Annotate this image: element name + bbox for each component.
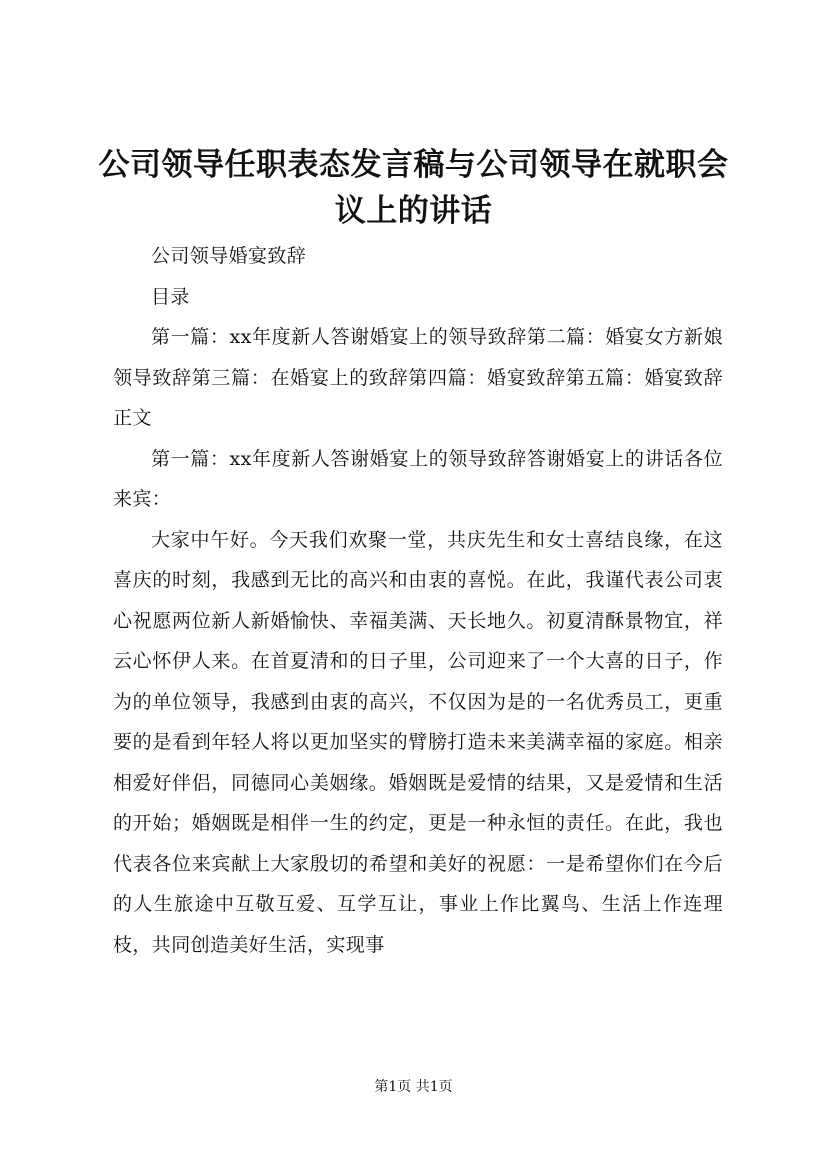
toc-heading: 目录 <box>151 285 190 308</box>
document-body <box>113 236 723 965</box>
toc-paragraph: 第一篇：xx年度新人答谢婚宴上的领导致辞第二篇：婚宴女方新娘领导致辞第三篇：在婚宴上的致辞第四篇：婚宴致辞第五篇：婚宴致辞正文 <box>113 326 723 429</box>
page-footer: 第1页 共1页 <box>374 1079 453 1095</box>
document-title: 公司领导任职表态发言稿与公司领导在就职会议上的讲话 <box>98 147 729 229</box>
subtitle-paragraph: 公司领导婚宴致辞 <box>151 245 307 267</box>
speech-paragraph: 大家中午好。今天我们欢聚一堂，共庆先生和女士喜结良缘，在这喜庆的时刻，我感到无比的高兴和由衷的喜悦。在此，我谨代表公司衷心祝愿两位新人新婚愉快、幸福美满、天长地久。初夏清酥景物宜，祥云心怀伊人来。在首夏清和的日子里，公司迎来了一个大喜的日子，作为的单位领导，我感到由衷的高兴，不仅因为是的一名优秀员工，更重要的是看到年轻人将以更加坚实的臂膀打造未来美满幸福的家庭。相亲相爱好伴侣，同德同心美姻缘。婚姻既是爱情的结果，又是爱情和生活的开始；婚姻既是相伴一生的约定，更是一种永恒的责任。在此，我也代表各位来宾献上大家殷切的希望和美好的祝愿：一是希望你们在今后的人生旅途中互敬互爱、互学互让，事业上作比翼鸟、生活上作连理枝，共同创造美好生活，实现事 <box>113 528 723 956</box>
section-heading-paragraph: 第一篇：xx年度新人答谢婚宴上的领导致辞答谢婚宴上的讲话各位来宾： <box>113 447 723 510</box>
